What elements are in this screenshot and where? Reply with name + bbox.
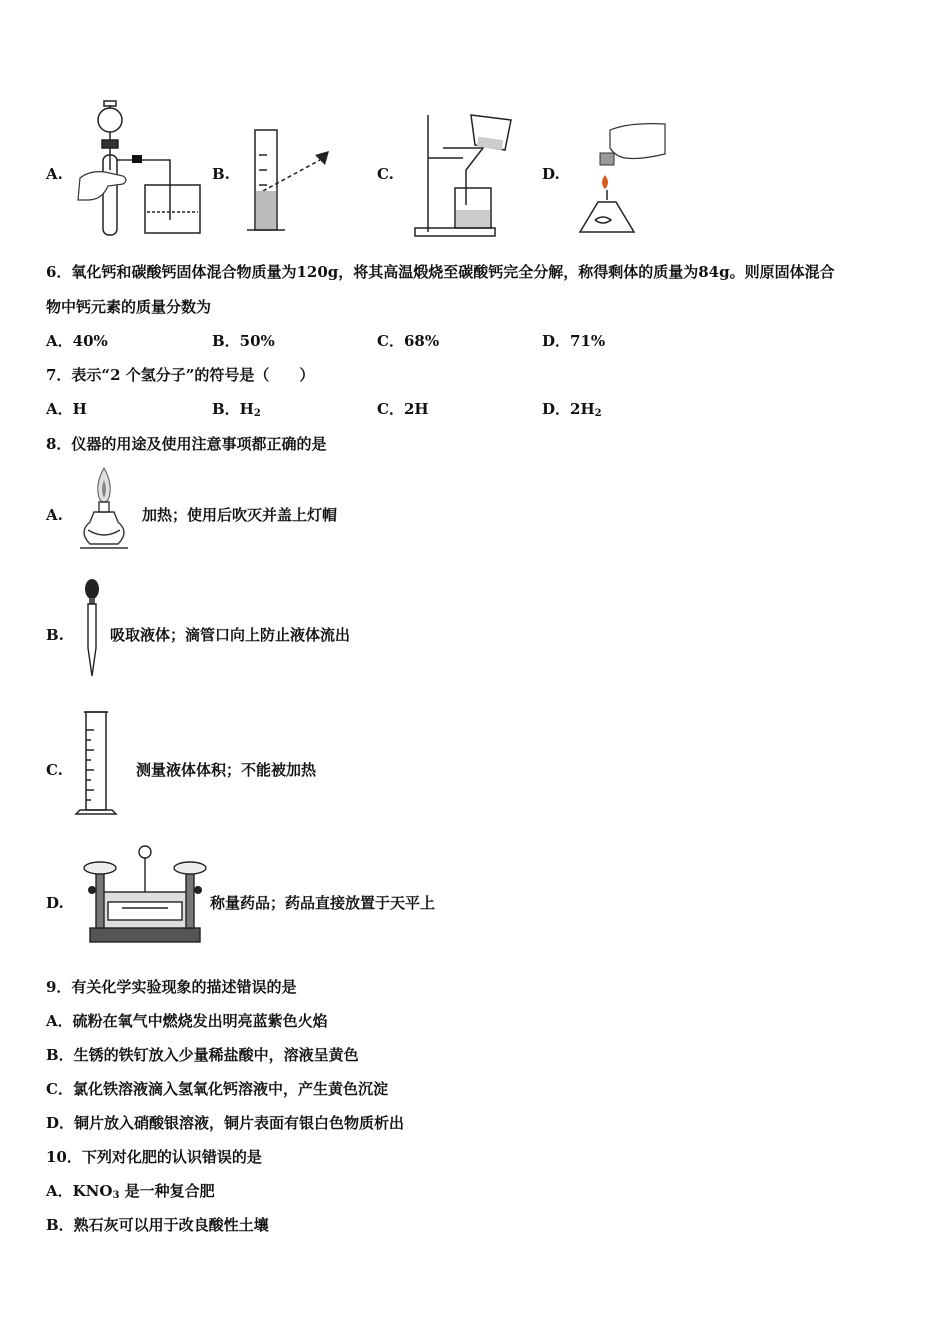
q6-option-b: B．50% bbox=[212, 332, 275, 350]
q5-option-a-label: A. bbox=[46, 165, 63, 183]
q5-option-d-label: D. bbox=[542, 165, 560, 183]
dropper-icon bbox=[80, 578, 104, 678]
q5-option-d-image bbox=[570, 120, 670, 238]
q10-stem: 10．下列对化肥的认识错误的是 bbox=[46, 1148, 262, 1166]
q5-option-a-image bbox=[75, 100, 195, 235]
q8-option-b-text: 吸取液体；滴管口向上防止液体流出 bbox=[110, 626, 351, 644]
q8-option-c-label: C. bbox=[46, 761, 63, 779]
q7-option-d: D．$2H_2$ bbox=[542, 400, 602, 419]
q7-stem: 7．表示“2 个氢分子”的符号是（ ） bbox=[46, 366, 315, 384]
q8-option-d-label: D. bbox=[46, 894, 64, 912]
q8-option-d-text: 称量药品；药品直接放置于天平上 bbox=[210, 894, 436, 912]
q7-option-c: C．2H bbox=[377, 400, 429, 418]
q6-option-a: A．40% bbox=[46, 332, 108, 350]
q10-option-a: A．$KNO_3$ 是一种复合肥 bbox=[46, 1182, 215, 1201]
q7-option-b: B．$H_2$ bbox=[212, 400, 261, 419]
q8-option-c-text: 测量液体体积；不能被加热 bbox=[136, 761, 317, 779]
q5-option-b-image bbox=[245, 125, 340, 235]
q9-stem: 9．有关化学实验现象的描述错误的是 bbox=[46, 978, 297, 996]
q5-option-c-image bbox=[413, 110, 523, 238]
alcohol-lamp-icon bbox=[72, 466, 136, 554]
q9-option-b: B．生锈的铁钉放入少量稀盐酸中，溶液呈黄色 bbox=[46, 1046, 359, 1064]
q6-stem-line1: 6．氧化钙和碳酸钙固体混合物质量为120g，将其高温煅烧至碳酸钙完全分解，称得剩体的质量为84g。则原固体混合 bbox=[46, 263, 835, 281]
q6-option-d: D．71% bbox=[542, 332, 606, 350]
q8-stem: 8．仪器的用途及使用注意事项都正确的是 bbox=[46, 435, 327, 453]
graduated-cylinder-icon bbox=[74, 710, 122, 820]
q5-option-c-label: C. bbox=[377, 165, 394, 183]
balance-scale-icon bbox=[82, 842, 207, 946]
q6-option-c: C．68% bbox=[377, 332, 440, 350]
q6-stem-line2: 物中钙元素的质量分数为 bbox=[46, 298, 212, 316]
q8-option-a-label: A. bbox=[46, 506, 63, 524]
q9-option-c: C．氯化铁溶液滴入氢氧化钙溶液中，产生黄色沉淀 bbox=[46, 1080, 388, 1098]
q9-option-d: D．铜片放入硝酸银溶液，铜片表面有银白色物质析出 bbox=[46, 1114, 405, 1132]
q5-option-b-label: B. bbox=[212, 165, 230, 183]
q8-option-b-label: B. bbox=[46, 626, 64, 644]
q9-option-a: A．硫粉在氧气中燃烧发出明亮蓝紫色火焰 bbox=[46, 1012, 328, 1030]
q10-option-b: B．熟石灰可以用于改良酸性土壤 bbox=[46, 1216, 269, 1234]
q8-option-a-text: 加热；使用后吹灭并盖上灯帽 bbox=[142, 506, 338, 524]
q7-option-a: A．H bbox=[46, 400, 87, 418]
